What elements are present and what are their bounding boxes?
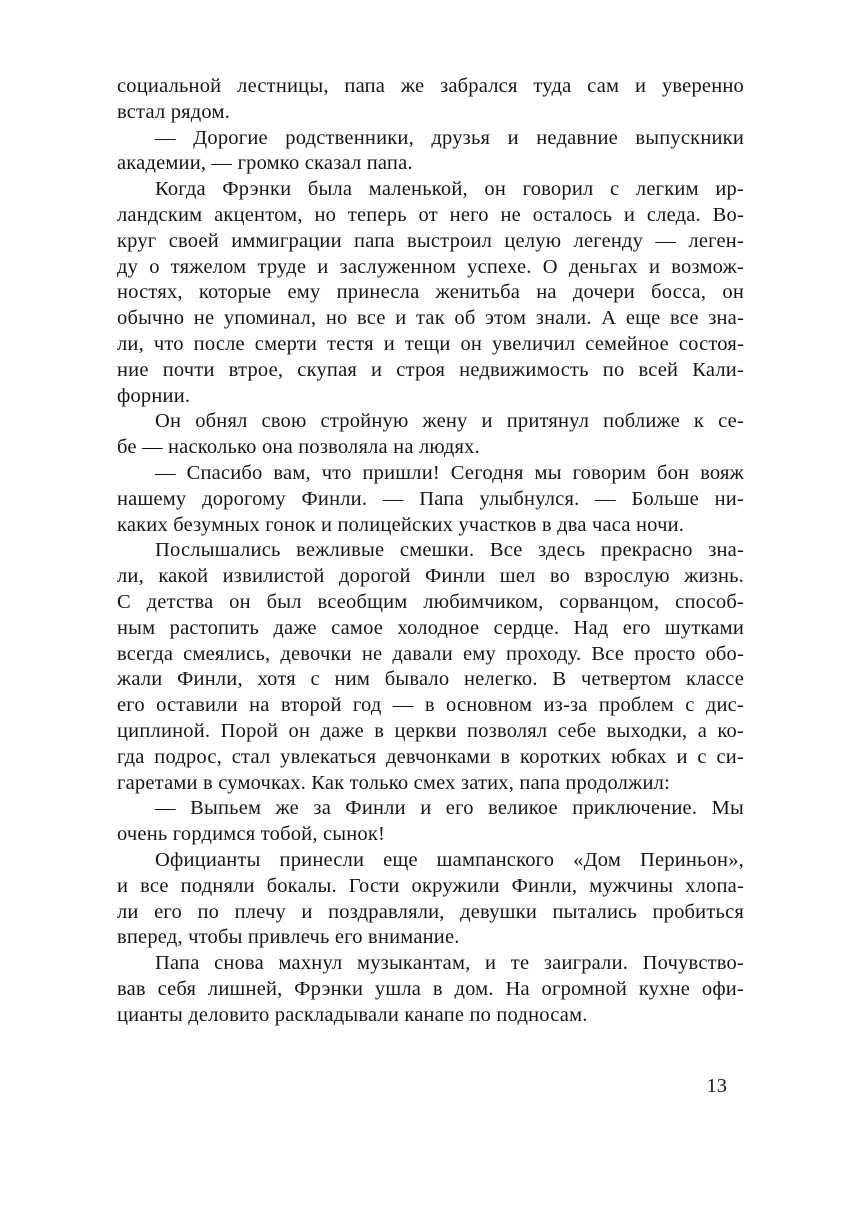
text-line: ли, какой извилистой дорогой Финли шел во взрослую жизнь.: [117, 565, 744, 588]
page-number: 13: [706, 1075, 727, 1097]
text-line: ние почти втрое, скупая и строя недвижимость по всей Кали-: [117, 358, 744, 381]
text-line: нашему дорогому Финли. — Папа улыбнулся. — Больше ни-: [117, 487, 744, 510]
text-line: каких безумных гонок и полицейских участков в два часа ночи.: [117, 513, 685, 536]
text-block: [117, 74, 744, 1028]
text-line: цианты деловито раскладывали канапе по подносам.: [117, 1003, 588, 1026]
text-line: Он обнял свою стройную жену и притянул поближе к се-: [155, 410, 744, 433]
text-line: вперед, чтобы привлечь его внимание.: [117, 926, 460, 949]
text-line: — Выпьем же за Финли и его великое приключение. Мы: [155, 797, 744, 820]
text-line: жали Финли, хотя с ним бывало нелегко. В четвертом классе: [117, 668, 744, 691]
text-line: социальной лестницы, папа же забрался туда сам и уверенно: [117, 75, 744, 97]
text-line: ду о тяжелом труде и заслуженном успехе. О деньгах и возмож-: [117, 255, 744, 278]
text-line: циплиной. Порой он даже в церкви позволял себе выходки, а ко-: [117, 719, 744, 742]
text-line: бе — насколько она позволяла на людях.: [117, 436, 480, 459]
text-line: очень гордимся тобой, сынок!: [117, 823, 386, 846]
text-line: ландским акцентом, но теперь от него не осталось и следа. Во-: [117, 203, 744, 226]
text-line: С детства он был всеобщим любимчиком, сорванцом, способ-: [117, 590, 744, 613]
text-line: и все подняли бокалы. Гости окружили Финли, мужчины хлопа-: [117, 874, 744, 897]
text-line: Папа снова махнул музыкантам, и те заиграли. Почувство-: [155, 952, 744, 975]
text-line: академии, — громко сказал папа.: [117, 152, 413, 175]
text-line: Когда Фрэнки была маленькой, он говорил с легким ир-: [155, 178, 744, 201]
text-line: ностях, которые ему принесла женитьба на дочери босса, он: [117, 281, 744, 304]
text-line: — Спасибо вам, что пришли! Сегодня мы говорим бон вояж: [155, 461, 744, 484]
text-line: круг своей иммиграции папа выстроил целую легенду — леген-: [117, 229, 744, 252]
text-line: его оставили на второй год — в основном из-за проблем с дис-: [117, 694, 744, 717]
text-line: всегда смеялись, девочки не давали ему проходу. Все просто обо-: [117, 642, 744, 665]
text-line: Послышались вежливые смешки. Все здесь прекрасно зна-: [155, 539, 744, 562]
text-line: Официанты принесли еще шампанского «Дом Периньон»,: [155, 848, 744, 871]
text-line: ным растопить даже самое холодное сердце. Над его шутками: [117, 616, 744, 639]
text-line: встал рядом.: [117, 100, 230, 123]
text-line: форнии.: [117, 384, 191, 407]
text-line: — Дорогие родственники, друзья и недавние выпускники: [155, 126, 744, 149]
text-line: гда подрос, стал увлекаться девчонками в коротких юбках и с си-: [117, 745, 744, 768]
text-line: гаретами в сумочках. Как только смех затих, папа продолжил:: [117, 771, 670, 794]
text-line: ли его по плечу и поздравляли, девушки пытались пробиться: [117, 900, 744, 923]
text-line: ли, что после смерти тестя и тещи он увеличил семейное состоя-: [117, 332, 744, 355]
text-line: вав себя лишней, Фрэнки ушла в дом. На огромной кухне офи-: [117, 977, 744, 1000]
text-line: обычно не упоминал, но все и так об этом знали. А еще все зна-: [117, 307, 744, 330]
